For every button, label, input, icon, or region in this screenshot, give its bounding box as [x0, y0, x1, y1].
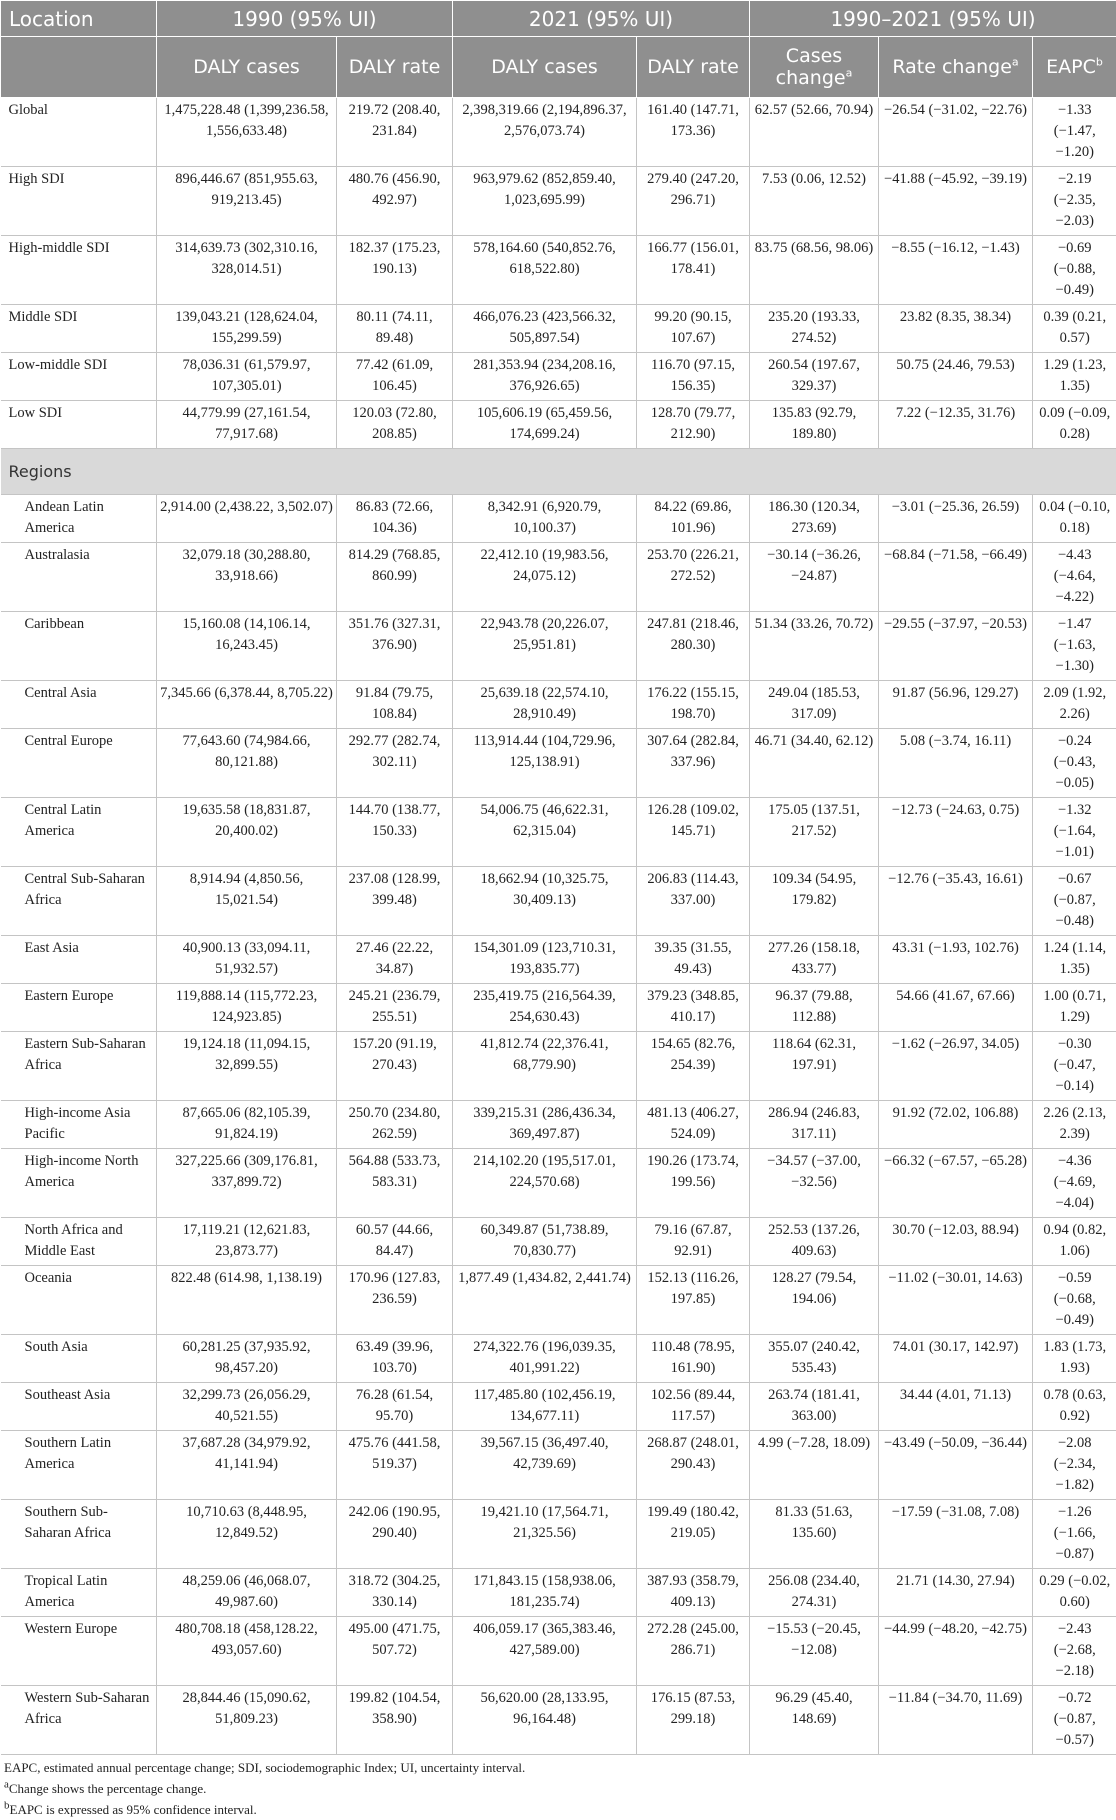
daly-cases-2021-cell: 274,322.76 (196,039.35, 401,991.22)	[453, 1335, 637, 1383]
location-subheader	[1, 37, 157, 98]
daly-rate-2021-cell: 39.35 (31.55, 49.43)	[637, 936, 750, 984]
eapc-cell: −1.33 (−1.47, −1.20)	[1033, 98, 1116, 167]
location-cell: High-income North America	[1, 1149, 157, 1218]
rate-change-cell: 91.87 (56.96, 129.27)	[879, 681, 1033, 729]
location-cell: Western Europe	[1, 1617, 157, 1686]
daly-cases-2021-cell: 105,606.19 (65,459.56, 174,699.24)	[453, 401, 637, 449]
cases-change-cell: 81.33 (51.63, 135.60)	[750, 1500, 879, 1569]
daly-cases-2021-header: DALY cases	[453, 37, 637, 98]
eapc-cell: −0.30 (−0.47, −0.14)	[1033, 1032, 1116, 1101]
location-cell: Southeast Asia	[1, 1383, 157, 1431]
cases-change-cell: 51.34 (33.26, 70.72)	[750, 612, 879, 681]
cases-change-cell: 109.34 (54.95, 179.82)	[750, 867, 879, 936]
cases-change-cell: 83.75 (68.56, 98.06)	[750, 236, 879, 305]
location-cell: South Asia	[1, 1335, 157, 1383]
daly-rate-2021-cell: 154.65 (82.76, 254.39)	[637, 1032, 750, 1101]
table-row	[1, 98, 1116, 167]
daly-rate-1990-cell: 219.72 (208.40, 231.84)	[337, 98, 453, 167]
cases-change-cell: −30.14 (−36.26, −24.87)	[750, 543, 879, 612]
daly-cases-2021-cell: 56,620.00 (28,133.95, 96,164.48)	[453, 1686, 637, 1755]
eapc-cell: −4.43 (−4.64, −4.22)	[1033, 543, 1116, 612]
footnote-a-text: Change shows the percentage change.	[9, 1781, 206, 1796]
eapc-cell: −4.36 (−4.69, −4.04)	[1033, 1149, 1116, 1218]
eapc-cell: −0.67 (−0.87, −0.48)	[1033, 867, 1116, 936]
daly-rate-2021-cell: 247.81 (218.46, 280.30)	[637, 612, 750, 681]
footnote-marker-b: b	[1096, 56, 1103, 69]
daly-rate-1990-cell: 27.46 (22.22, 34.87)	[337, 936, 453, 984]
daly-rate-2021-cell: 307.64 (282.84, 337.96)	[637, 729, 750, 798]
daly-rate-2021-cell: 387.93 (358.79, 409.13)	[637, 1569, 750, 1617]
location-cell: Southern Sub-Saharan Africa	[1, 1500, 157, 1569]
cases-change-cell: 263.74 (181.41, 363.00)	[750, 1383, 879, 1431]
daly-rate-2021-cell: 272.28 (245.00, 286.71)	[637, 1617, 750, 1686]
daly-cases-2021-cell: 22,943.78 (20,226.07, 25,951.81)	[453, 612, 637, 681]
daly-cases-2021-cell: 171,843.15 (158,938.06, 181,235.74)	[453, 1569, 637, 1617]
daly-rate-1990-cell: 63.49 (39.96, 103.70)	[337, 1335, 453, 1383]
eapc-cell: 1.00 (0.71, 1.29)	[1033, 984, 1116, 1032]
daly-rate-1990-cell: 351.76 (327.31, 376.90)	[337, 612, 453, 681]
footnote-b	[4, 1799, 1116, 1820]
eapc-cell: 2.09 (1.92, 2.26)	[1033, 681, 1116, 729]
rate-change-cell: −68.84 (−71.58, −66.49)	[879, 543, 1033, 612]
daly-cases-1990-cell: 60,281.25 (37,935.92, 98,457.20)	[157, 1335, 337, 1383]
daly-cases-2021-cell: 113,914.44 (104,729.96, 125,138.91)	[453, 729, 637, 798]
daly-cases-2021-cell: 18,662.94 (10,325.75, 30,409.13)	[453, 867, 637, 936]
daly-cases-1990-cell: 17,119.21 (12,621.83, 23,873.77)	[157, 1218, 337, 1266]
rate-change-cell: 54.66 (41.67, 67.66)	[879, 984, 1033, 1032]
table-row	[1, 936, 1116, 984]
cases-change-cell: 256.08 (234.40, 274.31)	[750, 1569, 879, 1617]
eapc-cell: 1.29 (1.23, 1.35)	[1033, 353, 1116, 401]
daly-rate-2021-cell: 128.70 (79.77, 212.90)	[637, 401, 750, 449]
rate-change-cell: −12.76 (−35.43, 16.61)	[879, 867, 1033, 936]
daly-rate-2021-cell: 102.56 (89.44, 117.57)	[637, 1383, 750, 1431]
table-row	[1, 612, 1116, 681]
table-row	[1, 1218, 1116, 1266]
eapc-cell: −0.69 (−0.88, −0.49)	[1033, 236, 1116, 305]
table-row	[1, 798, 1116, 867]
table-row	[1, 167, 1116, 236]
rate-change-cell: 5.08 (−3.74, 16.11)	[879, 729, 1033, 798]
location-cell: Central Sub-Saharan Africa	[1, 867, 157, 936]
daly-cases-1990-cell: 78,036.31 (61,579.97, 107,305.01)	[157, 353, 337, 401]
rate-change-header	[879, 37, 1033, 98]
daly-rate-2021-cell: 161.40 (147.71, 173.36)	[637, 98, 750, 167]
eapc-cell: 0.94 (0.82, 1.06)	[1033, 1218, 1116, 1266]
table-row	[1, 305, 1116, 353]
daly-cases-1990-cell: 32,079.18 (30,288.80, 33,918.66)	[157, 543, 337, 612]
rate-change-cell: −1.62 (−26.97, 34.05)	[879, 1032, 1033, 1101]
eapc-cell: −1.26 (−1.66, −0.87)	[1033, 1500, 1116, 1569]
daly-rate-1990-cell: 170.96 (127.83, 236.59)	[337, 1266, 453, 1335]
daly-rate-2021-cell: 152.13 (116.26, 197.85)	[637, 1266, 750, 1335]
daly-cases-2021-cell: 235,419.75 (216,564.39, 254,630.43)	[453, 984, 637, 1032]
daly-rate-1990-cell: 480.76 (456.90, 492.97)	[337, 167, 453, 236]
daly-rate-1990-cell: 199.82 (104.54, 358.90)	[337, 1686, 453, 1755]
cases-change-cell: −15.53 (−20.45, −12.08)	[750, 1617, 879, 1686]
rate-change-cell: −41.88 (−45.92, −39.19)	[879, 167, 1033, 236]
eapc-cell: −2.43 (−2.68, −2.18)	[1033, 1617, 1116, 1686]
daly-rate-2021-cell: 99.20 (90.15, 107.67)	[637, 305, 750, 353]
cases-change-cell: 96.37 (79.88, 112.88)	[750, 984, 879, 1032]
daly-rate-2021-cell: 481.13 (406.27, 524.09)	[637, 1101, 750, 1149]
rate-change-cell: 30.70 (−12.03, 88.94)	[879, 1218, 1033, 1266]
location-cell: East Asia	[1, 936, 157, 984]
location-cell: High-income Asia Pacific	[1, 1101, 157, 1149]
rate-change-cell: 74.01 (30.17, 142.97)	[879, 1335, 1033, 1383]
daly-rate-1990-header: DALY rate	[337, 37, 453, 98]
footnote-b-marker: b	[4, 1800, 10, 1812]
location-cell: Central Latin America	[1, 798, 157, 867]
rate-change-cell: 43.31 (−1.93, 102.76)	[879, 936, 1033, 984]
eapc-cell: −2.19 (−2.35, −2.03)	[1033, 167, 1116, 236]
daly-cases-2021-cell: 963,979.62 (852,859.40, 1,023,695.99)	[453, 167, 637, 236]
table-row	[1, 1383, 1116, 1431]
daly-rate-1990-cell: 475.76 (441.58, 519.37)	[337, 1431, 453, 1500]
daly-cases-1990-cell: 40,900.13 (33,094.11, 51,932.57)	[157, 936, 337, 984]
cases-change-cell: 186.30 (120.34, 273.69)	[750, 495, 879, 543]
daly-cases-2021-cell: 117,485.80 (102,456.19, 134,677.11)	[453, 1383, 637, 1431]
daly-rate-2021-cell: 279.40 (247.20, 296.71)	[637, 167, 750, 236]
daly-rate-1990-cell: 120.03 (72.80, 208.85)	[337, 401, 453, 449]
cases-change-cell: 4.99 (−7.28, 18.09)	[750, 1431, 879, 1500]
table-row	[1, 236, 1116, 305]
footnote-marker-a: a	[846, 67, 853, 80]
daly-cases-2021-cell: 22,412.10 (19,983.56, 24,075.12)	[453, 543, 637, 612]
rate-change-cell: −43.49 (−50.09, −36.44)	[879, 1431, 1033, 1500]
rate-change-cell: −29.55 (−37.97, −20.53)	[879, 612, 1033, 681]
location-cell: Andean Latin America	[1, 495, 157, 543]
daly-cases-1990-cell: 10,710.63 (8,448.95, 12,849.52)	[157, 1500, 337, 1569]
daly-cases-1990-cell: 37,687.28 (34,979.92, 41,141.94)	[157, 1431, 337, 1500]
daly-cases-2021-cell: 406,059.17 (365,383.46, 427,589.00)	[453, 1617, 637, 1686]
cases-change-header	[750, 37, 879, 98]
header-change: 1990–2021 (95% UI)	[750, 1, 1116, 37]
daly-cases-2021-cell: 25,639.18 (22,574.10, 28,910.49)	[453, 681, 637, 729]
location-cell: Central Asia	[1, 681, 157, 729]
location-cell: Central Europe	[1, 729, 157, 798]
table-row	[1, 867, 1116, 936]
eapc-cell: 0.29 (−0.02, 0.60)	[1033, 1569, 1116, 1617]
table-row	[1, 1335, 1116, 1383]
daly-rate-2021-cell: 268.87 (248.01, 290.43)	[637, 1431, 750, 1500]
daly-cases-1990-cell: 32,299.73 (26,056.29, 40,521.55)	[157, 1383, 337, 1431]
table-row	[1, 984, 1116, 1032]
location-cell: Tropical Latin America	[1, 1569, 157, 1617]
footnote-a	[4, 1778, 1116, 1799]
table-row	[1, 681, 1116, 729]
eapc-cell: 1.24 (1.14, 1.35)	[1033, 936, 1116, 984]
daly-rate-2021-cell: 379.23 (348.85, 410.17)	[637, 984, 750, 1032]
rate-change-cell: −8.55 (−16.12, −1.43)	[879, 236, 1033, 305]
daly-cases-2021-cell: 578,164.60 (540,852.76, 618,522.80)	[453, 236, 637, 305]
cases-change-cell: 135.83 (92.79, 189.80)	[750, 401, 879, 449]
daly-cases-1990-cell: 48,259.06 (46,068.07, 49,987.60)	[157, 1569, 337, 1617]
eapc-cell: 0.78 (0.63, 0.92)	[1033, 1383, 1116, 1431]
eapc-cell: −0.59 (−0.68, −0.49)	[1033, 1266, 1116, 1335]
eapc-cell: 0.04 (−0.10, 0.18)	[1033, 495, 1116, 543]
daly-cases-2021-cell: 466,076.23 (423,566.32, 505,897.54)	[453, 305, 637, 353]
daly-cases-2021-cell: 39,567.15 (36,497.40, 42,739.69)	[453, 1431, 637, 1500]
cases-change-cell: 355.07 (240.42, 535.43)	[750, 1335, 879, 1383]
table-header	[1, 1, 1116, 98]
daly-cases-2021-cell: 339,215.31 (286,436.34, 369,497.87)	[453, 1101, 637, 1149]
table-row	[1, 1101, 1116, 1149]
daly-rate-1990-cell: 77.42 (61.09, 106.45)	[337, 353, 453, 401]
location-cell: Eastern Sub-Saharan Africa	[1, 1032, 157, 1101]
daly-rate-1990-cell: 182.37 (175.23, 190.13)	[337, 236, 453, 305]
daly-cases-2021-cell: 60,349.87 (51,738.89, 70,830.77)	[453, 1218, 637, 1266]
daly-cases-2021-cell: 2,398,319.66 (2,194,896.37, 2,576,073.74)	[453, 98, 637, 167]
daly-rate-2021-header: DALY rate	[637, 37, 750, 98]
daly-rate-1990-cell: 250.70 (234.80, 262.59)	[337, 1101, 453, 1149]
footnotes	[0, 1755, 1116, 1820]
eapc-cell: 0.09 (−0.09, 0.28)	[1033, 401, 1116, 449]
daly-rate-1990-cell: 144.70 (138.77, 150.33)	[337, 798, 453, 867]
rate-change-label: Rate change	[892, 56, 1012, 78]
rate-change-cell: −11.84 (−34.70, 11.69)	[879, 1686, 1033, 1755]
daly-rate-1990-cell: 814.29 (768.85, 860.99)	[337, 543, 453, 612]
daly-rate-1990-cell: 80.11 (74.11, 89.48)	[337, 305, 453, 353]
rate-change-cell: −26.54 (−31.02, −22.76)	[879, 98, 1033, 167]
daly-rate-2021-cell: 190.26 (173.74, 199.56)	[637, 1149, 750, 1218]
cases-change-cell: 96.29 (45.40, 148.69)	[750, 1686, 879, 1755]
table-row	[1, 1686, 1116, 1755]
daly-rate-2021-cell: 126.28 (109.02, 145.71)	[637, 798, 750, 867]
rate-change-cell: 23.82 (8.35, 38.34)	[879, 305, 1033, 353]
rate-change-cell: 34.44 (4.01, 71.13)	[879, 1383, 1033, 1431]
daly-cases-1990-cell: 28,844.46 (15,090.62, 51,809.23)	[157, 1686, 337, 1755]
table-row	[1, 543, 1116, 612]
daly-rate-1990-cell: 157.20 (91.19, 270.43)	[337, 1032, 453, 1101]
daly-cases-1990-cell: 119,888.14 (115,772.23, 124,923.85)	[157, 984, 337, 1032]
eapc-cell: 2.26 (2.13, 2.39)	[1033, 1101, 1116, 1149]
eapc-cell: −0.24 (−0.43, −0.05)	[1033, 729, 1116, 798]
daly-rate-1990-cell: 318.72 (304.25, 330.14)	[337, 1569, 453, 1617]
footnote-a-marker: a	[4, 1779, 9, 1791]
daly-rate-2021-cell: 116.70 (97.15, 156.35)	[637, 353, 750, 401]
rate-change-cell: 7.22 (−12.35, 31.76)	[879, 401, 1033, 449]
cases-change-label: Cases change	[776, 45, 846, 89]
daly-rate-2021-cell: 110.48 (78.95, 161.90)	[637, 1335, 750, 1383]
footnote-marker-a: a	[1012, 56, 1019, 69]
table-row	[1, 495, 1116, 543]
cases-change-cell: 252.53 (137.26, 409.63)	[750, 1218, 879, 1266]
daly-cases-1990-cell: 19,635.58 (18,831.87, 20,400.02)	[157, 798, 337, 867]
daly-cases-1990-cell: 896,446.67 (851,955.63, 919,213.45)	[157, 167, 337, 236]
daly-cases-2021-cell: 8,342.91 (6,920.79, 10,100.37)	[453, 495, 637, 543]
daly-cases-2021-cell: 54,006.75 (46,622.31, 62,315.04)	[453, 798, 637, 867]
location-cell: Middle SDI	[1, 305, 157, 353]
daly-rate-1990-cell: 76.28 (61.54, 95.70)	[337, 1383, 453, 1431]
eapc-cell: −1.47 (−1.63, −1.30)	[1033, 612, 1116, 681]
rate-change-cell: −12.73 (−24.63, 0.75)	[879, 798, 1033, 867]
daly-rate-2021-cell: 176.15 (87.53, 299.18)	[637, 1686, 750, 1755]
table-row	[1, 1266, 1116, 1335]
cases-change-cell: 175.05 (137.51, 217.52)	[750, 798, 879, 867]
daly-cases-2021-cell: 19,421.10 (17,564.71, 21,325.56)	[453, 1500, 637, 1569]
location-header: Location	[1, 1, 157, 37]
cases-change-cell: 128.27 (79.54, 194.06)	[750, 1266, 879, 1335]
footnote-abbreviations: EAPC, estimated annual percentage change; SDI, sociodemographic Index; UI, uncertainty interval.	[4, 1757, 1116, 1778]
location-cell: Global	[1, 98, 157, 167]
eapc-cell: −2.08 (−2.34, −1.82)	[1033, 1431, 1116, 1500]
table-row	[1, 1617, 1116, 1686]
daly-cases-1990-cell: 480,708.18 (458,128.22, 493,057.60)	[157, 1617, 337, 1686]
daly-rate-2021-cell: 253.70 (226.21, 272.52)	[637, 543, 750, 612]
location-cell: Western Sub-Saharan Africa	[1, 1686, 157, 1755]
location-cell: Low-middle SDI	[1, 353, 157, 401]
header-1990: 1990 (95% UI)	[157, 1, 453, 37]
daly-rate-1990-cell: 245.21 (236.79, 255.51)	[337, 984, 453, 1032]
daly-cases-2021-cell: 41,812.74 (22,376.41, 68,779.90)	[453, 1032, 637, 1101]
rate-change-cell: 21.71 (14.30, 27.94)	[879, 1569, 1033, 1617]
eapc-cell: 1.83 (1.73, 1.93)	[1033, 1335, 1116, 1383]
footnote-b-text: EAPC is expressed as 95% confidence interval.	[10, 1802, 257, 1817]
daly-cases-1990-cell: 7,345.66 (6,378.44, 8,705.22)	[157, 681, 337, 729]
cases-change-cell: 118.64 (62.31, 197.91)	[750, 1032, 879, 1101]
cases-change-cell: 62.57 (52.66, 70.94)	[750, 98, 879, 167]
table-row	[1, 1431, 1116, 1500]
daly-cases-2021-cell: 281,353.94 (234,208.16, 376,926.65)	[453, 353, 637, 401]
daly-cases-1990-cell: 2,914.00 (2,438.22, 3,502.07)	[157, 495, 337, 543]
eapc-cell: 0.39 (0.21, 0.57)	[1033, 305, 1116, 353]
cases-change-cell: 46.71 (34.40, 62.12)	[750, 729, 879, 798]
eapc-header	[1033, 37, 1116, 98]
daly-rate-2021-cell: 206.83 (114.43, 337.00)	[637, 867, 750, 936]
table-row	[1, 729, 1116, 798]
daly-rate-1990-cell: 564.88 (533.73, 583.31)	[337, 1149, 453, 1218]
table-body	[1, 98, 1116, 1755]
table-row	[1, 1032, 1116, 1101]
daly-cases-2021-cell: 1,877.49 (1,434.82, 2,441.74)	[453, 1266, 637, 1335]
cases-change-cell: 277.26 (158.18, 433.77)	[750, 936, 879, 984]
daly-rate-2021-cell: 84.22 (69.86, 101.96)	[637, 495, 750, 543]
regions-section-label: Regions	[1, 449, 1116, 495]
daly-cases-1990-cell: 327,225.66 (309,176.81, 337,899.72)	[157, 1149, 337, 1218]
daly-rate-2021-cell: 199.49 (180.42, 219.05)	[637, 1500, 750, 1569]
daly-cases-1990-cell: 8,914.94 (4,850.56, 15,021.54)	[157, 867, 337, 936]
location-cell: North Africa and Middle East	[1, 1218, 157, 1266]
location-cell: Oceania	[1, 1266, 157, 1335]
cases-change-cell: −34.57 (−37.00, −32.56)	[750, 1149, 879, 1218]
location-cell: Eastern Europe	[1, 984, 157, 1032]
table-row	[1, 1149, 1116, 1218]
cases-change-cell: 260.54 (197.67, 329.37)	[750, 353, 879, 401]
daly-rate-1990-cell: 91.84 (79.75, 108.84)	[337, 681, 453, 729]
daly-cases-1990-cell: 77,643.60 (74,984.66, 80,121.88)	[157, 729, 337, 798]
daly-cases-1990-header: DALY cases	[157, 37, 337, 98]
cases-change-cell: 249.04 (185.53, 317.09)	[750, 681, 879, 729]
daly-cases-1990-cell: 19,124.18 (11,094.15, 32,899.55)	[157, 1032, 337, 1101]
location-cell: High-middle SDI	[1, 236, 157, 305]
daly-rate-2021-cell: 176.22 (155.15, 198.70)	[637, 681, 750, 729]
location-cell: Low SDI	[1, 401, 157, 449]
location-cell: Southern Latin America	[1, 1431, 157, 1500]
location-cell: Australasia	[1, 543, 157, 612]
rate-change-cell: −44.99 (−48.20, −42.75)	[879, 1617, 1033, 1686]
header-2021: 2021 (95% UI)	[453, 1, 750, 37]
location-cell: High SDI	[1, 167, 157, 236]
daly-cases-1990-cell: 87,665.06 (82,105.39, 91,824.19)	[157, 1101, 337, 1149]
regions-section-row	[1, 449, 1116, 495]
daly-rate-1990-cell: 495.00 (471.75, 507.72)	[337, 1617, 453, 1686]
daly-cases-1990-cell: 139,043.21 (128,624.04, 155,299.59)	[157, 305, 337, 353]
daly-cases-2021-cell: 154,301.09 (123,710.31, 193,835.77)	[453, 936, 637, 984]
daly-rate-2021-cell: 79.16 (67.87, 92.91)	[637, 1218, 750, 1266]
rate-change-cell: −17.59 (−31.08, 7.08)	[879, 1500, 1033, 1569]
daly-rate-1990-cell: 237.08 (128.99, 399.48)	[337, 867, 453, 936]
cases-change-cell: 286.94 (246.83, 317.11)	[750, 1101, 879, 1149]
rate-change-cell: 91.92 (72.02, 106.88)	[879, 1101, 1033, 1149]
daly-cases-1990-cell: 15,160.08 (14,106.14, 16,243.45)	[157, 612, 337, 681]
daly-cases-1990-cell: 822.48 (614.98, 1,138.19)	[157, 1266, 337, 1335]
table-row	[1, 401, 1116, 449]
cases-change-cell: 7.53 (0.06, 12.52)	[750, 167, 879, 236]
rate-change-cell: −3.01 (−25.36, 26.59)	[879, 495, 1033, 543]
rate-change-cell: −66.32 (−67.57, −65.28)	[879, 1149, 1033, 1218]
eapc-cell: −1.32 (−1.64, −1.01)	[1033, 798, 1116, 867]
eapc-cell: −0.72 (−0.87, −0.57)	[1033, 1686, 1116, 1755]
cases-change-cell: 235.20 (193.33, 274.52)	[750, 305, 879, 353]
table-row	[1, 1500, 1116, 1569]
rate-change-cell: 50.75 (24.46, 79.53)	[879, 353, 1033, 401]
table-row	[1, 353, 1116, 401]
daly-rate-1990-cell: 86.83 (72.66, 104.36)	[337, 495, 453, 543]
daly-rate-2021-cell: 166.77 (156.01, 178.41)	[637, 236, 750, 305]
table-row	[1, 1569, 1116, 1617]
daly-rate-1990-cell: 292.77 (282.74, 302.11)	[337, 729, 453, 798]
rate-change-cell: −11.02 (−30.01, 14.63)	[879, 1266, 1033, 1335]
daly-rate-1990-cell: 60.57 (44.66, 84.47)	[337, 1218, 453, 1266]
daly-cases-1990-cell: 1,475,228.48 (1,399,236.58, 1,556,633.48)	[157, 98, 337, 167]
daly-cases-2021-cell: 214,102.20 (195,517.01, 224,570.68)	[453, 1149, 637, 1218]
eapc-label: EAPC	[1046, 56, 1096, 78]
location-cell: Caribbean	[1, 612, 157, 681]
daly-cases-1990-cell: 44,779.99 (27,161.54, 77,917.68)	[157, 401, 337, 449]
daly-rate-1990-cell: 242.06 (190.95, 290.40)	[337, 1500, 453, 1569]
daly-cases-1990-cell: 314,639.73 (302,310.16, 328,014.51)	[157, 236, 337, 305]
